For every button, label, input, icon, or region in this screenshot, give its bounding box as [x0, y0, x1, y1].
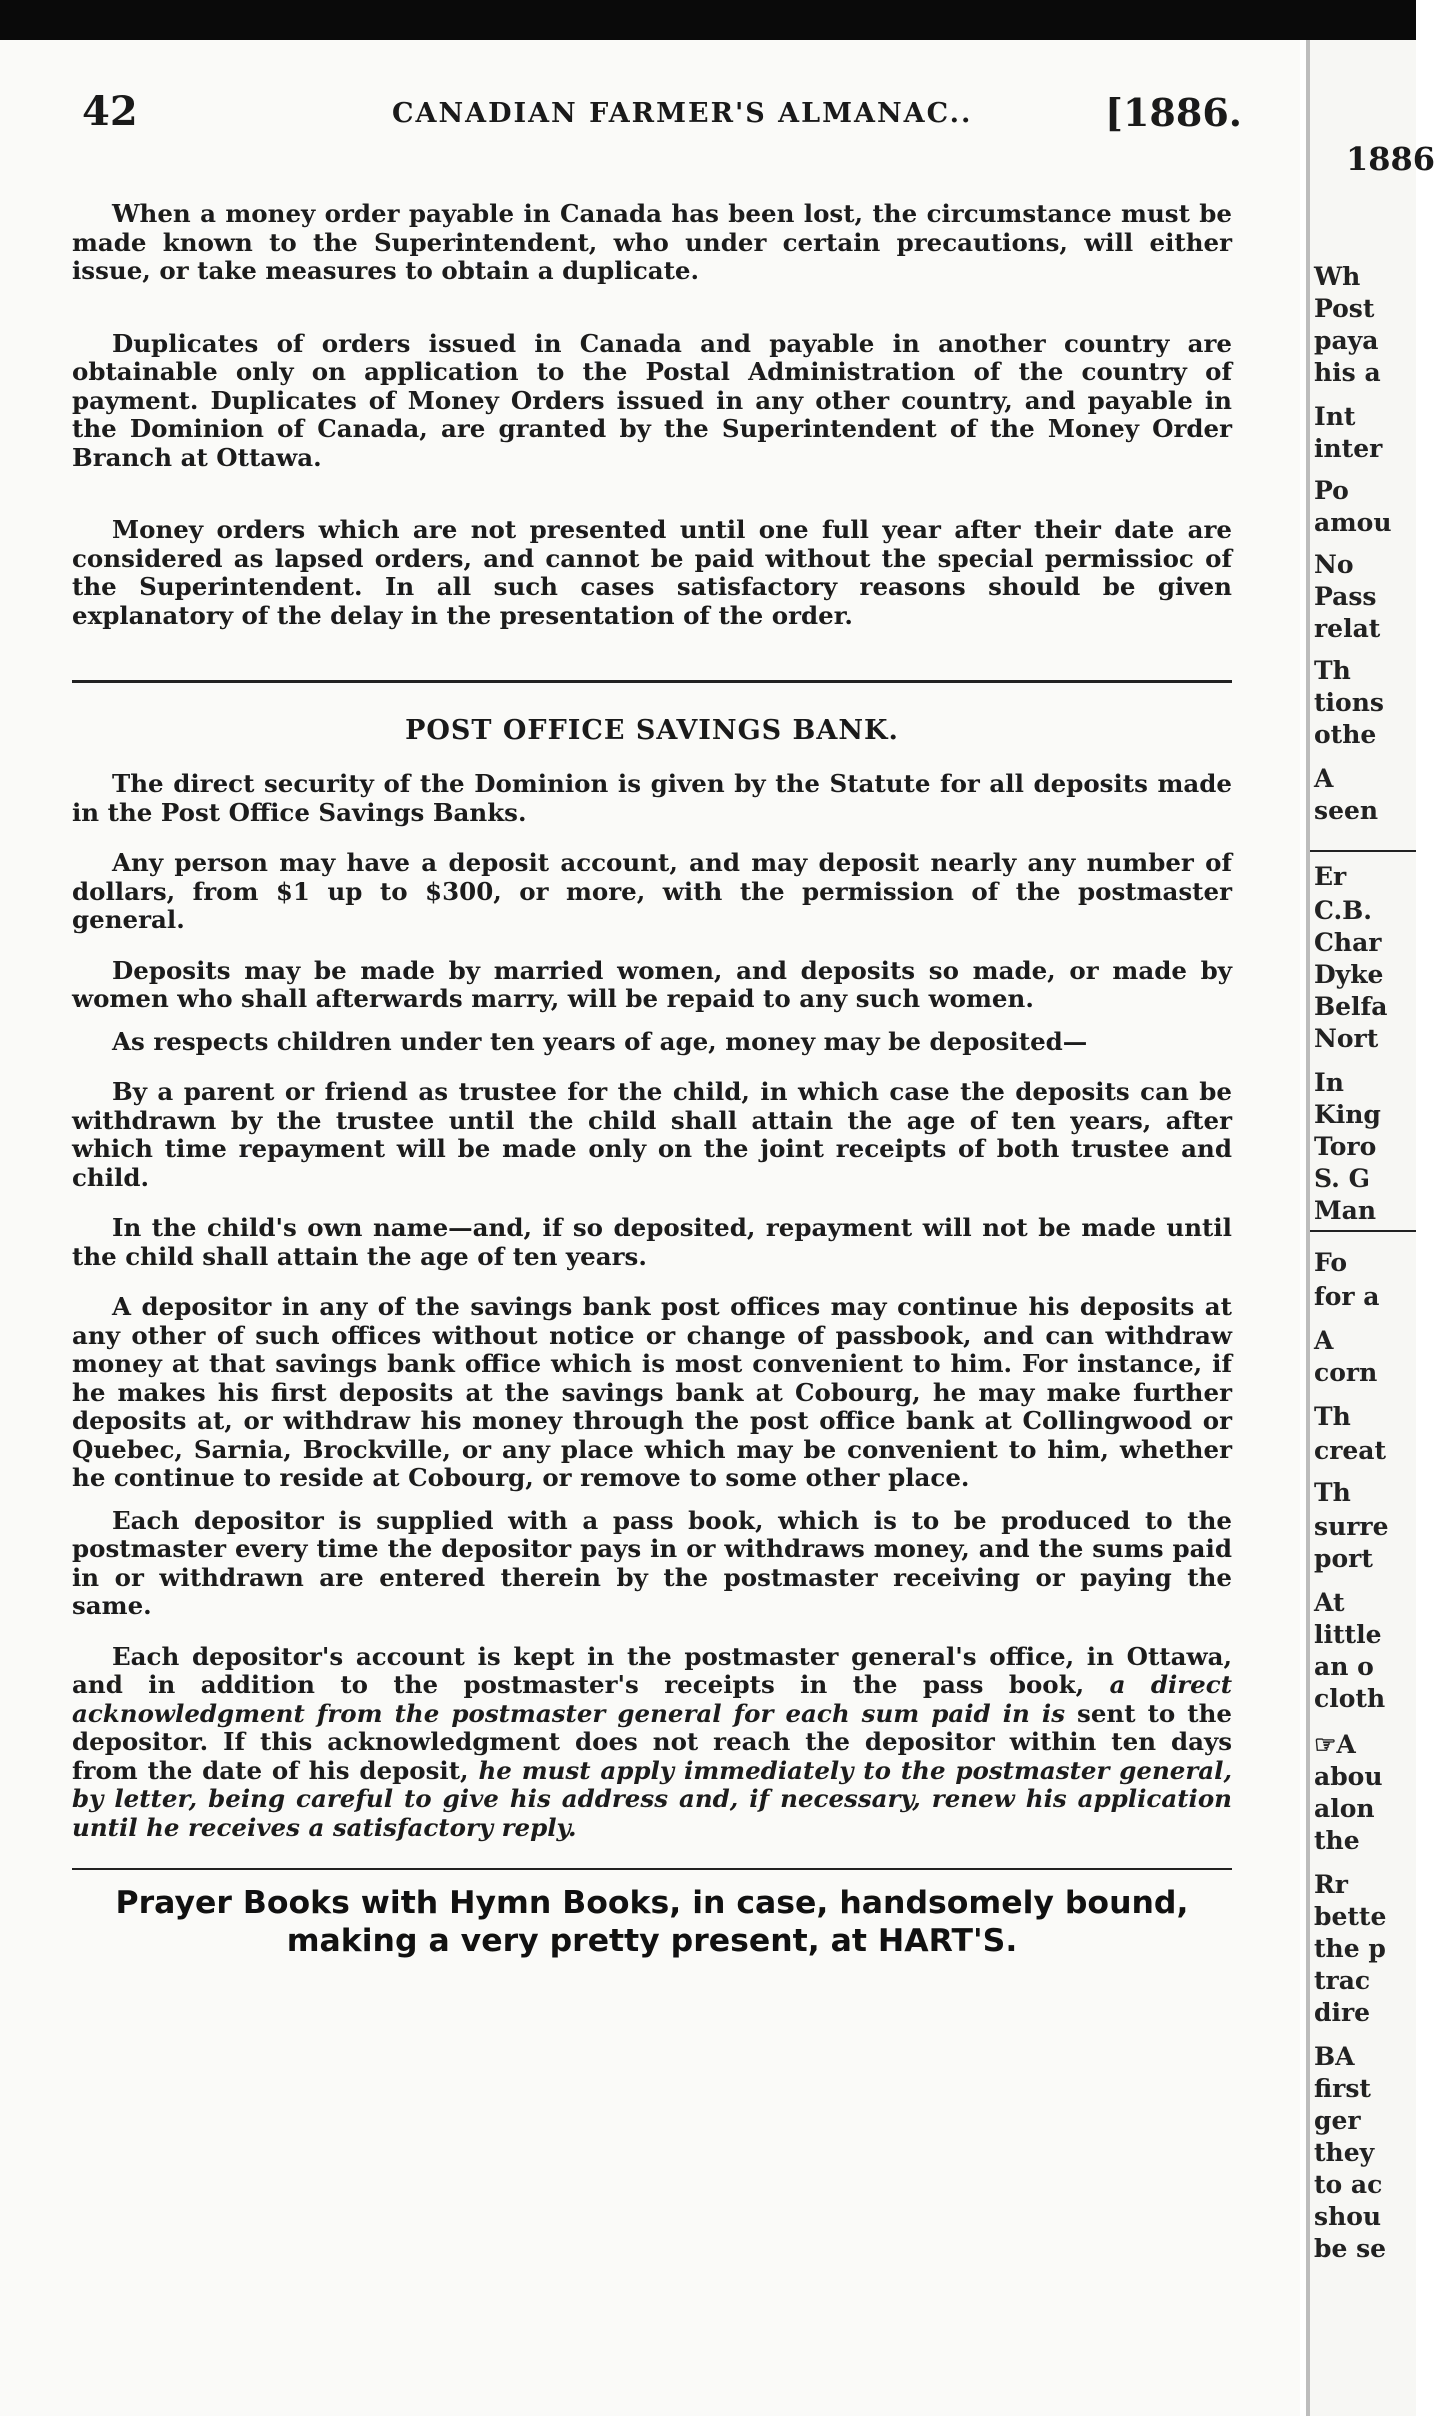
paragraph-duplicates: Duplicates of orders issued in Canada and payable in another country are obtainable only on application to the Postal Administration of the country of payment. Duplicates of Money Orders issued in any other country, and payable in the Dominion of Canada, are granted by the Superintendent of the Money Order Branch at Ottawa. — [72, 328, 1232, 472]
paragraph-pass-book: Each depositor is supplied with a pass book, which is to be produced to the postmaster every time the depositor pays in or withdraws money, and the sums paid in or withdrawn are entered therein by the postmaster receiving or paying the same. — [72, 1505, 1232, 1620]
paragraph-married-women: Deposits may be made by married women, and deposits so made, or made by women who shall afterwards marry, will be repaid to any such women. — [72, 955, 1232, 1013]
adjacent-page-fragment: Toro — [1314, 1132, 1377, 1161]
adjacent-page-fragment: At — [1314, 1588, 1345, 1617]
adjacent-page-fragment: Th — [1314, 1478, 1351, 1507]
adjacent-page-fragment: to ac — [1314, 2170, 1383, 2199]
running-year: [1886. — [1105, 90, 1242, 135]
page-body — [72, 200, 1232, 1960]
adjacent-page-fragment: for a — [1314, 1282, 1380, 1311]
adjacent-page-fragment: the — [1314, 1826, 1360, 1855]
adjacent-page-fragment: Er — [1314, 862, 1347, 891]
adjacent-page-fragment: Dyke — [1314, 960, 1384, 989]
adjacent-page-rule — [1310, 850, 1416, 852]
adjacent-page-fragment: King — [1314, 1100, 1381, 1129]
adjacent-page-fragment: bette — [1314, 1902, 1387, 1931]
adjacent-page-rule — [1310, 1230, 1416, 1232]
scan-top-border — [0, 0, 1416, 40]
paragraph-deposit-account: Any person may have a deposit account, and may deposit nearly any number of dollars, from $1 up to $300, or more, with the permission of the postmaster general. — [72, 848, 1232, 934]
adjacent-page-fragment: surre — [1314, 1512, 1389, 1541]
adjacent-page-fragment: seen — [1314, 796, 1379, 825]
adjacent-page-fragment: ☞A — [1314, 1730, 1356, 1759]
adjacent-page-fragment: they — [1314, 2138, 1375, 2167]
paragraph-trustee: By a parent or friend as trustee for the child, in which case the deposits can be withdrawn by the trustee until the child shall attain the age of ten years, after which time repayment will be made only on the joint receipts of both trustee and child. — [72, 1077, 1232, 1192]
adjacent-page-fragment: othe — [1314, 720, 1377, 749]
adjacent-page-fragment: S. G — [1314, 1164, 1370, 1193]
adjacent-page-fragment: corn — [1314, 1358, 1378, 1387]
adjacent-page-fragment: Th — [1314, 656, 1351, 685]
adjacent-page-fragment: No — [1314, 550, 1354, 579]
adjacent-page-fragment: Char — [1314, 928, 1382, 957]
adjacent-page-fragment: an o — [1314, 1652, 1374, 1681]
adjacent-page-fragment: Belfa — [1314, 992, 1388, 1021]
adjacent-page-fragment: Man — [1314, 1196, 1377, 1225]
adjacent-page-fragment: the p — [1314, 1934, 1386, 1963]
adjacent-page-fragment: alon — [1314, 1794, 1375, 1823]
adjacent-page-fragment: relat — [1314, 614, 1381, 643]
adjacent-page-fragment: A — [1314, 1326, 1334, 1355]
advertisement-line-1: Prayer Books with Hymn Books, in case, handsomely bound, — [115, 1885, 1189, 1921]
page-header — [82, 88, 1242, 148]
adjacent-page-fragment: Wh — [1314, 262, 1361, 291]
adjacent-page-fragment: his a — [1314, 358, 1381, 387]
adjacent-page-edge — [1310, 40, 1435, 2416]
adjacent-page-fragment: port — [1314, 1544, 1373, 1573]
adjacent-page-fragment: In — [1314, 1068, 1344, 1097]
adjacent-page-fragment: tions — [1314, 688, 1384, 717]
paragraph-children: As respects children under ten years of age, money may be deposited— — [112, 1026, 1088, 1056]
advertisement-line-2: making a very pretty present, at HART'S. — [286, 1923, 1018, 1959]
adjacent-page-fragment: Pass — [1314, 582, 1377, 611]
paragraph-any-office: A depositor in any of the savings bank post offices may continue his deposits at any other of such offices without notice or change of passbook, and can withdraw money at that savings bank office which is most convenient to him. For instance, if he makes his first deposits at the savings bank at Cobourg, he may make further deposits at, or withdraw his money through the post office bank at Collingwood or Quebec, Sarnia, Brockville, or any place which may be convenient to him, whether he continue to reside at Cobourg, or remove to some other place. — [72, 1292, 1232, 1492]
adjacent-page-fragment: little — [1314, 1620, 1382, 1649]
adjacent-page-fragment: amou — [1314, 508, 1392, 537]
paragraph-security: The direct security of the Dominion is given by the Statute for all deposits made in the Post Office Savings Banks. — [72, 769, 1232, 827]
adjacent-page-fragment: dire — [1314, 1998, 1371, 2027]
adjacent-page-fragment: Nort — [1314, 1024, 1379, 1053]
adjacent-page-fragment: inter — [1314, 434, 1383, 463]
section-title: POST OFFICE SAVINGS BANK. — [405, 715, 899, 746]
paragraph-lost-order: When a money order payable in Canada has been lost, the circumstance must be made known to the Superintendent, who under certain precautions, will either issue, or take measures to obtain a duplicate. — [72, 199, 1232, 285]
adjacent-page-fragment: A — [1314, 764, 1334, 793]
paragraph-lapsed-orders: Money orders which are not presented until one full year after their date are considered as lapsed orders, and cannot be paid without the special permissioc of the Superintendent. In all such cases satisfactory reasons should be given explanatory of the delay in the presentation of the order. — [72, 515, 1232, 630]
page-number: 42 — [82, 88, 138, 135]
adjacent-page-fragment: C.B. — [1314, 896, 1372, 925]
adjacent-page-fragment: trac — [1314, 1966, 1371, 1995]
adjacent-page-fragment: Post — [1314, 294, 1375, 323]
adjacent-page-fragment: Rr — [1314, 1870, 1348, 1899]
paragraph-childs-name: In the child's own name—and, if so deposited, repayment will not be made until the child shall attain the age of ten years. — [72, 1213, 1232, 1271]
adjacent-page-fragment: BA — [1314, 2042, 1355, 2071]
adjacent-page-fragment: shou — [1314, 2202, 1382, 2231]
adjacent-page-fragment: Fo — [1314, 1248, 1348, 1277]
adjacent-page-fragment: paya — [1314, 326, 1379, 355]
adjacent-page-fragment: abou — [1314, 1762, 1383, 1791]
adjacent-page-fragment: Int — [1314, 402, 1356, 431]
adjacent-page-fragment: creat — [1314, 1436, 1387, 1465]
adjacent-page-fragment: be se — [1314, 2234, 1387, 2263]
adjacent-page-fragment: ger — [1314, 2106, 1361, 2135]
paragraph-acknowledgment: Each depositor's account is kept in the postmaster general's office, in Ottawa, and in addition to the postmaster's receipts in the pass book, a direct acknowledgment from the postmaster general for each sum paid in is sent to the depositor. If this acknowledgment does not reach the depositor within ten days from the date of his deposit, he must apply immediately to the postmaster general, by letter, being careful to give his address and, if necessary, renew his application until he receives a satisfactory reply. — [72, 1641, 1233, 1842]
adjacent-page-header: 1886 — [1346, 140, 1435, 178]
adjacent-page-fragment: first — [1314, 2074, 1371, 2103]
adjacent-page-fragment: cloth — [1314, 1684, 1386, 1713]
adjacent-page-fragment: Th — [1314, 1402, 1351, 1431]
adjacent-page-fragment: Po — [1314, 476, 1349, 505]
running-title: CANADIAN FARMER'S ALMANAC.. — [392, 98, 973, 129]
